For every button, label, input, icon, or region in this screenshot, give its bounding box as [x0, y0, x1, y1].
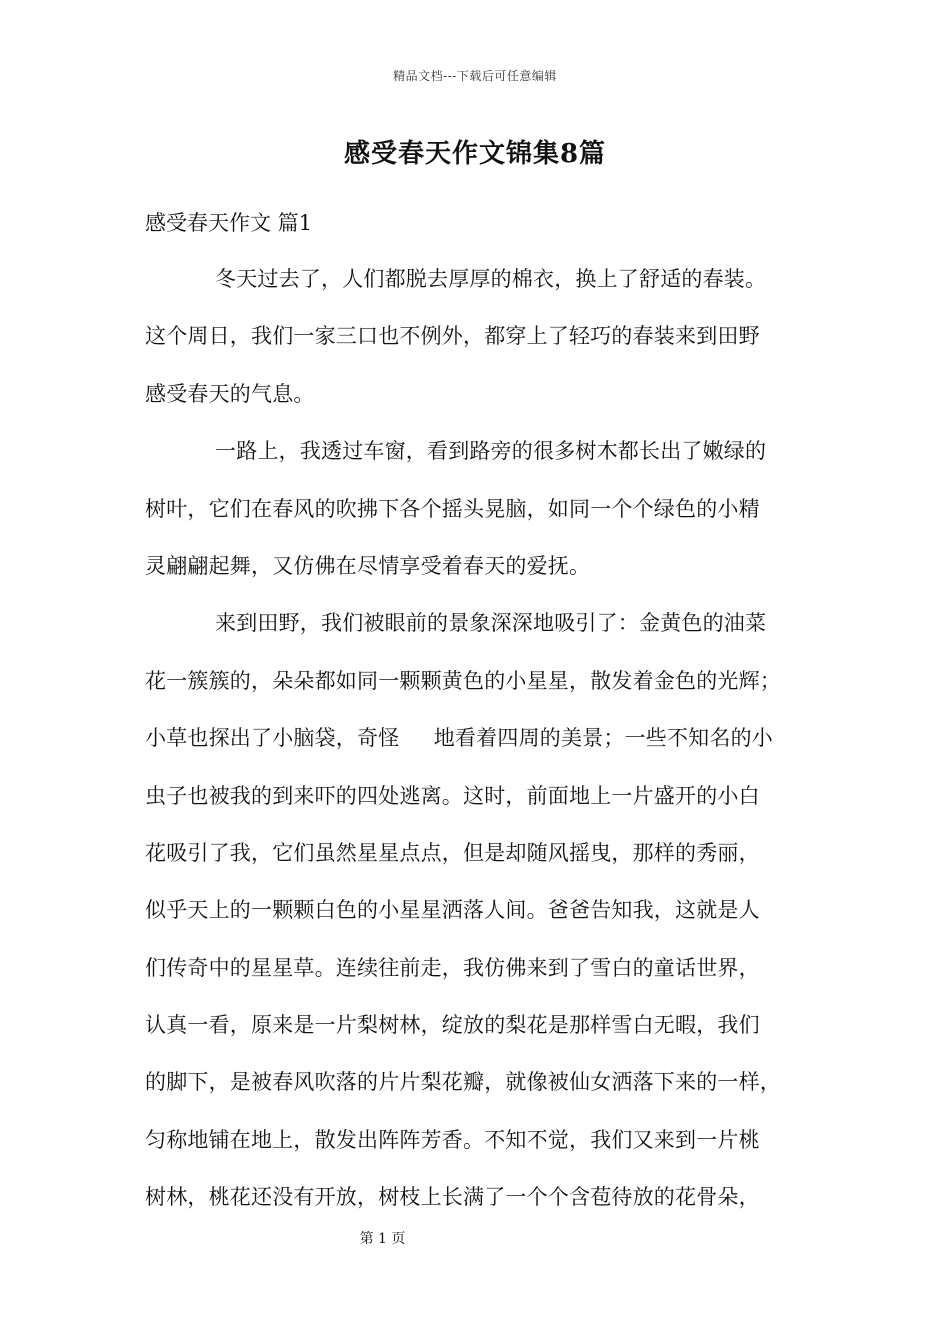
- paragraph-line: 认真一看，原来是一片梨树林，绽放的梨花是那样雪白无暇，我们: [145, 1013, 760, 1038]
- paragraph-line: 匀称地铺在地上，散发出阵阵芳香。不知不觉，我们又来到一片桃: [145, 1127, 760, 1152]
- paragraph-line: 似乎天上的一颗颗白色的小星星洒落人间。爸爸告知我，这就是人: [145, 898, 760, 923]
- paragraph-line: 树林，桃花还没有开放，树枝上长满了一个个含苞待放的花骨朵，: [145, 1185, 760, 1210]
- paragraph-line: 小草也探出了小脑袋，奇怪 地看着四周的美景；一些不知名的小: [145, 726, 773, 751]
- body-text: [145, 259, 815, 1235]
- paragraph-line: 冬天过去了，人们都脱去厚厚的棉衣，换上了舒适的春装。: [215, 267, 767, 291]
- paragraph-line: 的脚下，是被春风吹落的片片梨花瓣，就像被仙女洒落下来的一样，: [145, 1070, 781, 1095]
- paragraph-line: 这个周日，我们一家三口也不例外，都穿上了轻巧的春装来到田野: [145, 324, 760, 349]
- section-heading: 感受春天作文 篇1: [145, 211, 313, 235]
- paragraph-line: 虫子也被我的到来吓的四处逃离。这时，前面地上一片盛开的小白: [145, 783, 760, 808]
- paragraph-line: 感受春天的气息。: [145, 381, 315, 406]
- paragraph-line: 一路上，我透过车窗，看到路旁的很多树木都长出了嫩绿的: [215, 439, 767, 464]
- paragraph-line: 灵翩翩起舞，又仿佛在尽情享受着春天的爱抚。: [145, 553, 591, 578]
- paragraph-line: 们传奇中的星星草。连续往前走，我仿佛来到了雪白的童话世界，: [145, 955, 760, 980]
- paragraph-line: 树叶，它们在春风的吹拂下各个摇头晃脑，如同一个个绿色的小精: [145, 496, 760, 521]
- page-header: 精品文档---下载后可任意编辑: [393, 69, 557, 83]
- document-title: 感受春天作文锦集8篇: [343, 139, 607, 169]
- paragraph-line: 花吸引了我，它们虽然星星点点，但是却随风摇曳，那样的秀丽，: [145, 840, 760, 865]
- paragraph-line: 来到田野，我们被眼前的景象深深地吸引了：金黄色的油菜: [215, 611, 767, 636]
- page-number: 第 1 页: [359, 1231, 406, 1247]
- paragraph-line: 花一簇簇的，朵朵都如同一颗颗黄色的小星星，散发着金色的光辉；: [145, 668, 781, 693]
